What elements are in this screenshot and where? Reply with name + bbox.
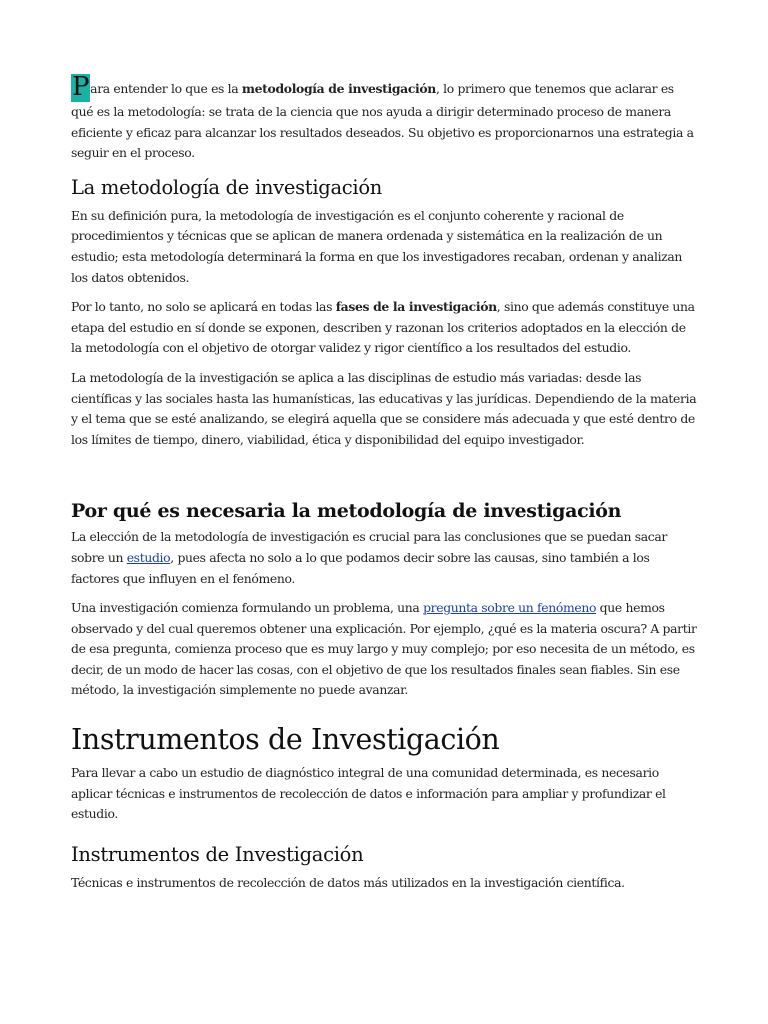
section1-p2-bold: fases de la investigación [335,299,497,315]
section2-p2-after: que hemos observado y del cual queremos obtener una explicación. Por ejemplo, ¿qué es la materia oscura? A partir de esa pregunta, comienza proceso que es muy largo y muy complejo; por eso necesita de un método, es decir, de un modo de hacer las cosas, con el objetivo de que los resultados finales sean fiables. Sin ese método, la investigación simplemente no puede avanzar. [71,600,697,698]
section4-paragraph-1: Técnicas e instrumentos de recolección de datos más utilizados en la investigación científica. [71,874,625,890]
section2-p1-after: , pues afecta no solo a lo que podamos decir sobre las causas, sino también a los factores que influyen en el fenómeno. [71,549,650,586]
estudio-link[interactable]: estudio [126,549,171,565]
section-heading-metodologia: La metodología de investigación [71,175,383,199]
intro-text-before: ara entender lo que es la [90,81,242,96]
section2-paragraph-2 [71,598,699,701]
intro-text-after: , lo primero que tenemos que aclarar es qué es la metodología: se trata de la ciencia que nos ayuda a dirigir determinado proceso de manera eficiente y eficaz para alcanzar los resultados deseados. Su objetivo es proporcionarnos una estrategia a seguir en el proceso. [71,81,694,161]
section1-paragraph-2 [71,297,699,359]
section2-p2-before: Una investigación comienza formulando un problema, una [71,600,424,616]
section1-p2-after: , sino que además constituye una etapa del estudio en sí donde se exponen, describen y razonan los criterios adoptados en la elección de la metodología con el objetivo de otorgar validez y rigor científico a los resultados del estudio. [71,299,695,356]
pregunta-fenomeno-link[interactable]: pregunta sobre un fenómeno [423,600,597,616]
section-heading-instrumentos-large: Instrumentos de Investigación [71,723,500,757]
section2-paragraph-1 [71,527,699,589]
section3-paragraph-1: Para llevar a cabo un estudio de diagnóstico integral de una comunidad determinada, es necesario aplicar técnicas e instrumentos de recolección de datos e información para ampliar y profundizar el estudio. [71,765,666,822]
document-page [71,74,699,893]
intro-paragraph [71,74,699,164]
section2-p1-before: La elección de la metodología de investigación es crucial para las conclusiones que se puedan sacar sobre un [71,529,668,565]
section-heading-instrumentos-small: Instrumentos de Investigación [71,842,364,866]
drop-cap: P [72,72,90,102]
intro-bold-term: metodología de investigación [241,81,436,96]
section1-paragraph-3: La metodología de la investigación se aplica a las disciplinas de estudio más variadas: desde las científicas y las sociales hasta las humanísticas, las educativas y las jurídicas. Dependiendo de la materia y el tema que se esté analizando, se elegirá aquella que se considere más adecuada y que esté dentro de los límites de tiempo, dinero, viabilidad, ética y disponibilidad del equipo investigador. [71,369,697,447]
section-heading-por-que: Por qué es necesaria la metodología de investigación [71,500,622,523]
section1-paragraph-1: En su definición pura, la metodología de investigación es el conjunto coherente y racional de procedimientos y técnicas que se aplican de manera ordenada y sistemática en la realización de un estudio; esta metodología determinará la forma en que los investigadores recaban, ordenan y analizan los datos obtenidos. [71,207,683,285]
section1-p2-before: Por lo tanto, no solo se aplicará en todas las [71,299,336,315]
